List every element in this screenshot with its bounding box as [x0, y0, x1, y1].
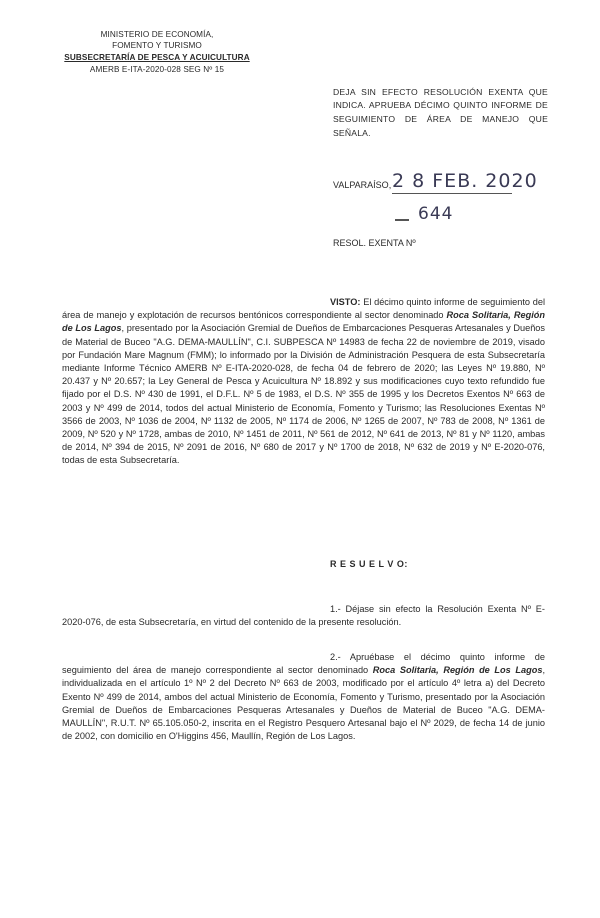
item-2-text-b: , individualizada en el artículo 1º Nº 2 del Decreto Nº 663 de 2003, modificado por el artículo 4º letra a) del Decreto Exento Nº 499 de 2014, ambos del actual Ministerio de Economía, Fomento y Turismo, presentado por la Asociación Gremial de Dueños de Embarcaciones Pesqueras Artesanales y Dueños de Material de Buceo "A.G. DEMA-MAULLÍN", R.U.T. Nº 65.105.050-2, inscrita en el Registro Pesquero Artesanal bajo el Nº 2029, de fecha 14 de junio de 2002, con domicilio en O'Higgins 456, Maullín, Región de Los Lagos. [62, 665, 545, 742]
item-2-sector: Roca Solitaria, Región de Los Lagos [372, 665, 543, 676]
date-stamp: 2 8 FEB. 2020 [392, 170, 538, 192]
subject-line-1: DEJA SIN EFECTO RESOLUCIÓN EXENTA QUE [333, 87, 548, 97]
resuelvo-heading: R E S U E L V O: [330, 559, 408, 569]
city-label: VALPARAÍSO, [333, 180, 392, 190]
item-1-text: 1.- Déjase sin efecto la Resolución Exenta Nº E-2020-076, de esta Subsecretaría, en virtud del contenido de la presente resolución. [62, 604, 545, 628]
visto-label: VISTO: [330, 297, 361, 307]
date-underline [392, 193, 512, 194]
visto-text-a: El décimo quinto informe de seguimiento del área de manejo y explotación de recursos bentónicos correspondiente al sector denominado [62, 297, 545, 321]
item-2-text-a: 2.- Apruébase el décimo quinto informe de seguimiento del área de manejo correspondiente al sector denominado [62, 652, 545, 676]
visto-text-b: , presentado por la Asociación Gremial de Dueños de Embarcaciones Pesqueras Artesanales y Dueños de Material de Buceo "A.G. DEMA-MAULLÍN", C.I. SUBPESCA Nº 14983 de fecha 22 de noviembre de 2019, visado por Fundación Mare Magnum (FMM); lo informado por la División de Administración Pesquera de esta Subsecretaría mediante Informe Técnico AMERB Nº E-ITA-2020-028, de fecha 04 de febrero de 2020; las Leyes Nº 19.880, Nº 20.437 y Nº 20.657; la Ley General de Pesca y Acuicultura Nº 18.892 y sus modificaciones cuyo texto refundido fue fijado por el D.S. Nº 430 de 1991, el D.F.L. Nº 5 de 1983, el D.S. Nº 355 de 1995 y los Decretos Exentos Nº 663 de 2003 y Nº 499 de 2014, todos del actual Ministerio de Economía, Fomento y Turismo; las Resoluciones Exentas Nº 3566 de 2003, Nº 1036 de 2004, Nº 1132 de 2005, Nº 1174 de 2006, Nº 1265 de 2007, Nº 783 de 2008, Nº 1361 de 2009, Nº 520 y Nº 1728, ambas de 2010, Nº 1451 de 2011, Nº 561 de 2012, Nº 641 de 2013, Nº 81 y Nº 1120, ambas de 2014, Nº 394 de 2015, Nº 2091 de 2016, Nº 680 de 2017 y Nº 1700 de 2018, Nº 632 de 2019 y Nº E-2020-076, todas de esta Subsecretaría. [62, 323, 546, 466]
file-reference: AMERB E-ITA-2020-028 SEG Nº 15 [89, 65, 225, 74]
subsecretariat-name: SUBSECRETARÍA DE PESCA Y ACUICULTURA [64, 53, 250, 62]
resolution-label: RESOL. EXENTA Nº [333, 238, 416, 248]
subject-line-2: INDICA. APRUEBA DÉCIMO QUINTO INFORME DE [333, 100, 548, 110]
visto-paragraph [62, 296, 545, 468]
resolution-number: 644 [418, 204, 454, 224]
ministry-name-cont: FOMENTO Y TURISMO [112, 41, 202, 50]
subject-line-3: SEGUIMIENTO DE ÁREA DE MANEJO QUE SEÑALA. [333, 114, 548, 138]
ministry-name: MINISTERIO DE ECONOMÍA, [100, 30, 214, 39]
resolution-item-1 [62, 603, 545, 629]
resolution-item-2 [62, 651, 545, 743]
visto-sector: Roca Solitaria, Región de Los Lagos [62, 310, 545, 334]
number-dash [395, 219, 409, 221]
